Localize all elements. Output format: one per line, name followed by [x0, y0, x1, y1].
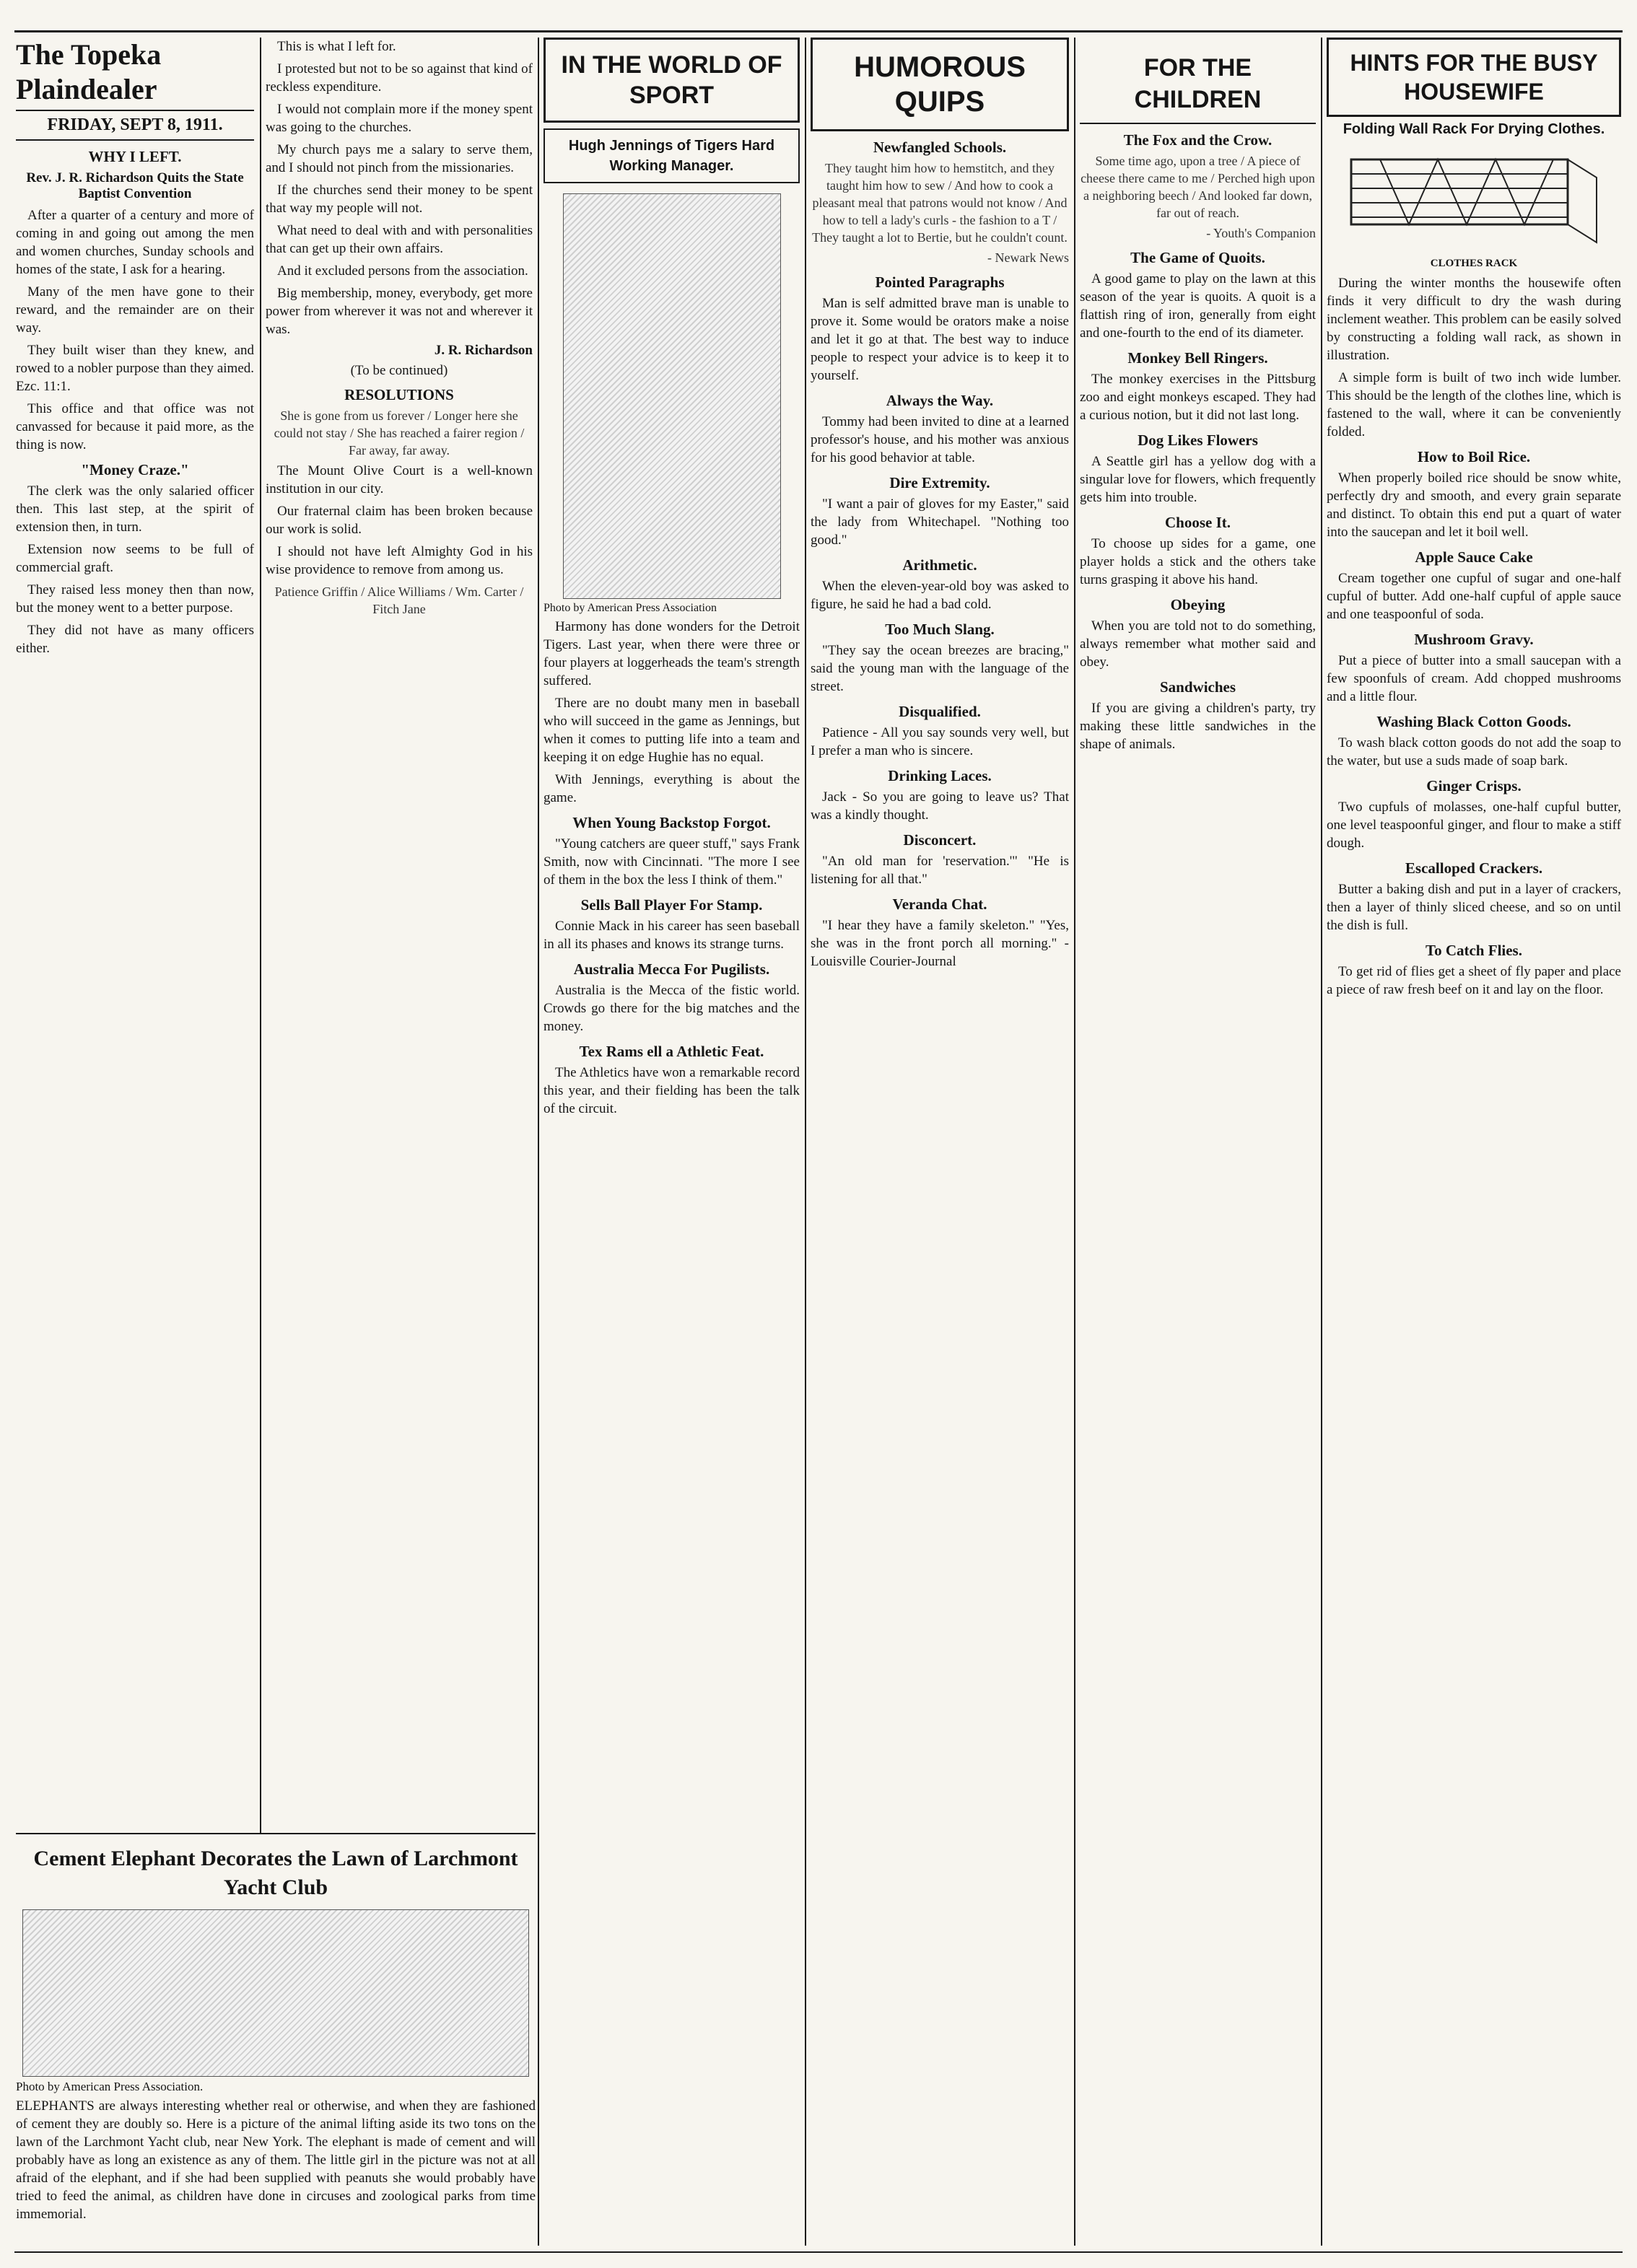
story-text: Connie Mack in his career has seen baseball in all its phases and knows its strange turns. — [544, 919, 800, 952]
story-text: Australia is the Mecca of the fistic world. Crowds go there for the big matches and the money. — [544, 983, 800, 1034]
story-title: Always the Way. — [886, 392, 994, 409]
signature: J. R. Richardson — [434, 343, 533, 358]
story-text: To choose up sides for a game, one player holds a stick and the others take turns grasping it above his hand. — [1080, 536, 1316, 587]
story-text: When the eleven-year-old boy was asked to figure, he said he had a bad cold. — [811, 579, 1069, 612]
story-title: Veranda Chat. — [892, 896, 987, 913]
masthead-date: FRIDAY, SEPT 8, 1911. — [47, 115, 223, 134]
resolutions-head: RESOLUTIONS — [344, 386, 454, 403]
sport-header: IN THE WORLD OF SPORT — [544, 38, 800, 123]
story-title: The Game of Quoits. — [1130, 249, 1265, 266]
story-title: Obeying — [1170, 596, 1226, 613]
col-rule-5 — [1321, 38, 1322, 2246]
column-sport — [544, 38, 800, 2254]
story-title: Washing Black Cotton Goods. — [1376, 713, 1571, 730]
story-text: Put a piece of butter into a small saucepan with a few spoonfuls of cream. Add chopped mushrooms and a little flour. — [1327, 653, 1621, 704]
article-paragraph: During the winter months the housewife often finds it very difficult to dry the wash during inclement weather. This problem can be easily solved by constructing a folding wall rack, as shown in illustration. — [1327, 276, 1621, 363]
story-title: Choose It. — [1164, 514, 1231, 531]
article-subhead: Rev. J. R. Richardson Quits the State Baptist Convention — [26, 170, 244, 201]
newfangled-verse: They taught him how to hemstitch, and they taught him how to sew / And how to cook a pleasant meal that patrons would not know / And how to tell a lady's curls - the fashion to a T / They taught a lot to Bertie, but he couldn't count. — [812, 161, 1068, 245]
story-text: Cream together one cupful of sugar and one-half cupful of butter. Add one-half cupful of apple sauce and one teaspoonful of soda. — [1327, 571, 1621, 622]
story-text: Butter a baking dish and put in a layer of crackers, then a layer of thinly sliced cheese, and so on until the dish is full. — [1327, 882, 1621, 933]
story-title: Ginger Crisps. — [1426, 777, 1522, 794]
article-paragraph: If the churches send their money to be spent that way my people will not. — [266, 183, 533, 216]
story-title: How to Boil Rice. — [1417, 448, 1531, 465]
article-paragraph: What need to deal with and with personalities that can get up their own affairs. — [266, 223, 533, 256]
story-title: Sandwiches — [1159, 678, 1236, 696]
continued-note: (To be continued) — [350, 363, 448, 378]
fox-credit: - Youth's Companion — [1206, 226, 1316, 240]
article-heading: WHY I LEFT. — [88, 148, 182, 165]
story-text: The Athletics have won a remarkable record this year, and their fielding has been the talk of the circuit. — [544, 1065, 800, 1116]
elephant-headline: Cement Elephant Decorates the Lawn of Larchmont Yacht Club — [33, 1847, 518, 1899]
housewife-header: HINTS FOR THE BUSY HOUSEWIFE — [1327, 38, 1621, 117]
col-rule-2 — [538, 38, 539, 2246]
story-title: Dire Extremity. — [889, 474, 990, 491]
newfangled-credit: - Newark News — [987, 250, 1069, 265]
story-text: "I hear they have a family skeleton." "Yes, she was in the front porch all morning." - Louisville Courier-Journal — [811, 918, 1069, 969]
article-paragraph: And it excluded persons from the association. — [277, 263, 528, 279]
story-text: When you are told not to do something, always remember what mother said and obey. — [1080, 618, 1316, 670]
elephant-story — [16, 1840, 536, 2248]
article-paragraph: Many of the men have gone to their reward, and the remainder are on their way. — [16, 284, 254, 336]
clothes-rack-caption: CLOTHES RACK — [1430, 258, 1518, 269]
story-title: Dog Likes Flowers — [1138, 432, 1258, 449]
story-text: A good game to play on the lawn at this season of the year is quoits. A quoit is a flattish ring of iron, generally from eight and one-fourth to the end of its diameter. — [1080, 271, 1316, 341]
story-title: Sells Ball Player For Stamp. — [580, 896, 763, 914]
story-text: Tommy had been invited to dine at a learned professor's house, and his mother was anxious for his good behavior at table. — [811, 414, 1069, 465]
story-text: To get rid of flies get a sheet of fly paper and place a piece of raw fresh beef on it and lay on the floor. — [1327, 964, 1621, 997]
story-title: Mushroom Gravy. — [1414, 631, 1534, 648]
article-paragraph: They did not have as many officers either. — [16, 623, 254, 656]
story-text: "They say the ocean breezes are bracing," said the young man with the language of the street. — [811, 643, 1069, 694]
elephant-text: ELEPHANTS are always interesting whether real or otherwise, and when they are fashioned of cement they are doubly so. Here is a picture of the animal lifting aside its two tons on the lawn of the Larchmont Yacht club, near New York. The elephant is made of cement and will probably have as long an existence as any of them. The little girl in the picture was not at all afraid of the elephant, and if she had been supplied with peanuts she would probably have tried to feed the animal, as children have done in circuses and zoological parks from time immemorial. — [16, 2098, 536, 2222]
article-paragraph: They raised less money then than now, but the money went to a better purpose. — [16, 582, 254, 616]
story-title: Arithmetic. — [902, 556, 977, 574]
article-paragraph: My church pays me a salary to serve them, and I should not pinch from the missionaries. — [266, 142, 533, 175]
article-paragraph: The clerk was the only salaried officer then. This last step, at the spirit of extension then, in turn. — [16, 483, 254, 535]
article-paragraph: I should not have left Almighty God in his wise providence to remove from among us. — [266, 544, 533, 577]
story-text: "Young catchers are queer stuff," says Frank Smith, now with Cincinnati. "The more I see of them in the box the less I think of them." — [544, 836, 800, 888]
story-title: Escalloped Crackers. — [1405, 859, 1543, 877]
column-children — [1080, 38, 1316, 2254]
story-title: Too Much Slang. — [885, 621, 995, 638]
article-paragraph: This office and that office was not canvassed for because it paid more, as the thing is now. — [16, 401, 254, 452]
story-text: A Seattle girl has a yellow dog with a singular love for flowers, which frequently gets him into trouble. — [1080, 454, 1316, 505]
quips-header: HUMOROUS QUIPS — [811, 38, 1069, 131]
sport-subhead: Hugh Jennings of Tigers Hard Working Manager. — [544, 128, 800, 183]
masthead-rule-2 — [16, 139, 254, 141]
col-rule-3 — [805, 38, 806, 2246]
article-paragraph: After a quarter of a century and more of coming in and going out among the men and women churches, Sunday schools and homes of the state, I ask for a hearing. — [16, 208, 254, 277]
story-text: "I want a pair of gloves for my Easter," said the lady from Whitechapel. "Nothing too good." — [811, 496, 1069, 548]
article-paragraph: I would not complain more if the money spent was going to the churches. — [266, 102, 533, 135]
story-title: Pointed Paragraphs — [875, 273, 1005, 291]
jennings-photo — [563, 193, 781, 599]
sport-photo-credit: Photo by American Press Association — [544, 602, 717, 614]
clothes-rack-illustration — [1337, 145, 1611, 253]
masthead-rule — [16, 110, 254, 111]
article-paragraph: A simple form is built of two inch wide lumber. This should be the length of the clothes line, which is fastened to the wall, where it can be conveniently folded. — [1327, 370, 1621, 439]
money-craze-head: "Money Craze." — [81, 461, 189, 478]
fox-head: The Fox and the Crow. — [1123, 131, 1273, 149]
story-title: Disconcert. — [903, 831, 977, 849]
article-paragraph: They built wiser than they knew, and rowed to a nobler purpose than they aimed. Ezc. 11:1. — [16, 343, 254, 394]
article-paragraph: Extension now seems to be full of commercial graft. — [16, 542, 254, 575]
newfangled-head: Newfangled Schools. — [873, 139, 1007, 156]
story-title: To Catch Flies. — [1426, 942, 1522, 959]
column-1 — [16, 38, 254, 1821]
article-paragraph: Harmony has done wonders for the Detroit Tigers. Last year, when there were three or four players at loggerheads the team's strength suffered. — [544, 619, 800, 688]
article-paragraph: This is what I left for. — [277, 39, 396, 54]
col-rule-1 — [260, 38, 261, 1834]
story-text: To wash black cotton goods do not add the soap to the water, but use a suds made of soap bark. — [1327, 735, 1621, 769]
resolutions-verse: She is gone from us forever / Longer here she could not stay / She has reached a fairer region / Far away, far away. — [274, 408, 525, 457]
top-rule — [14, 30, 1623, 32]
story-title: Tex Rams ell a Athletic Feat. — [579, 1043, 764, 1060]
article-paragraph: With Jennings, everything is about the game. — [544, 772, 800, 805]
col-rule-4 — [1074, 38, 1075, 2246]
housewife-subhead: Folding Wall Rack For Drying Clothes. — [1343, 121, 1605, 137]
story-text: Man is self admitted brave man is unable to prove it. Some would be orators make a noise and let it go at that. The best way to induce people to respect your advice is to keep it to yourself. — [811, 296, 1069, 383]
clothes-rack-drawing — [1337, 145, 1611, 253]
article-paragraph: I protested but not to be so against that kind of reckless expenditure. — [266, 61, 533, 95]
story-text: Jack - So you are going to leave us? That was a kindly thought. — [811, 789, 1069, 823]
story-title: Disqualified. — [899, 703, 981, 720]
article-paragraph: Our fraternal claim has been broken because our work is solid. — [266, 504, 533, 537]
story-text: Two cupfuls of molasses, one-half cupful butter, one level teaspoonful ginger, and flour to make a stiff dough. — [1327, 800, 1621, 851]
story-text: When properly boiled rice should be snow white, perfectly dry and smooth, and every grain separate and distinct. To obtain this end put a quart of water into the saucepan and let it boil well. — [1327, 470, 1621, 540]
masthead-title: The Topeka Plaindealer — [16, 38, 162, 105]
article-paragraph: The Mount Olive Court is a well-known institution in our city. — [266, 463, 533, 496]
story-title: Drinking Laces. — [888, 767, 992, 784]
story-text: The monkey exercises in the Pittsburg zoo and eight monkeys escaped. They had a curious notion, but it did not last long. — [1080, 372, 1316, 423]
elephant-credit: Photo by American Press Association. — [16, 2080, 204, 2093]
story-title: When Young Backstop Forgot. — [572, 814, 771, 831]
elephant-top-rule — [16, 1833, 536, 1834]
story-text: If you are giving a children's party, try making these little sandwiches in the shape of animals. — [1080, 701, 1316, 752]
article-paragraph: Big membership, money, everybody, get more power from wherever it was not and wherever it was. — [266, 286, 533, 337]
children-header: FOR THE CHILDREN — [1080, 38, 1316, 124]
fox-verse: Some time ago, upon a tree / A piece of cheese there came to me / Perched high upon a neighboring beech / And looked far down, far out of reach. — [1081, 154, 1315, 220]
story-text: "An old man for 'reservation.'" "He is listening for all that." — [811, 854, 1069, 887]
story-text: Patience - All you say sounds very well, but I prefer a man who is sincere. — [811, 725, 1069, 758]
story-title: Apple Sauce Cake — [1415, 548, 1533, 566]
column-quips — [811, 38, 1069, 2254]
column-2 — [266, 38, 533, 1821]
story-title: Australia Mecca For Pugilists. — [573, 960, 770, 978]
elephant-photo — [22, 1909, 529, 2077]
column-housewife — [1327, 38, 1621, 2254]
story-title: Monkey Bell Ringers. — [1127, 349, 1268, 367]
article-paragraph: There are no doubt many men in baseball who will succeed in the game as Jennings, but when it comes to putting life into a team and keeping it on edge Hughie has no equal. — [544, 696, 800, 765]
resolution-signers: Patience Griffin / Alice Williams / Wm. Carter / Fitch Jane — [274, 584, 524, 616]
